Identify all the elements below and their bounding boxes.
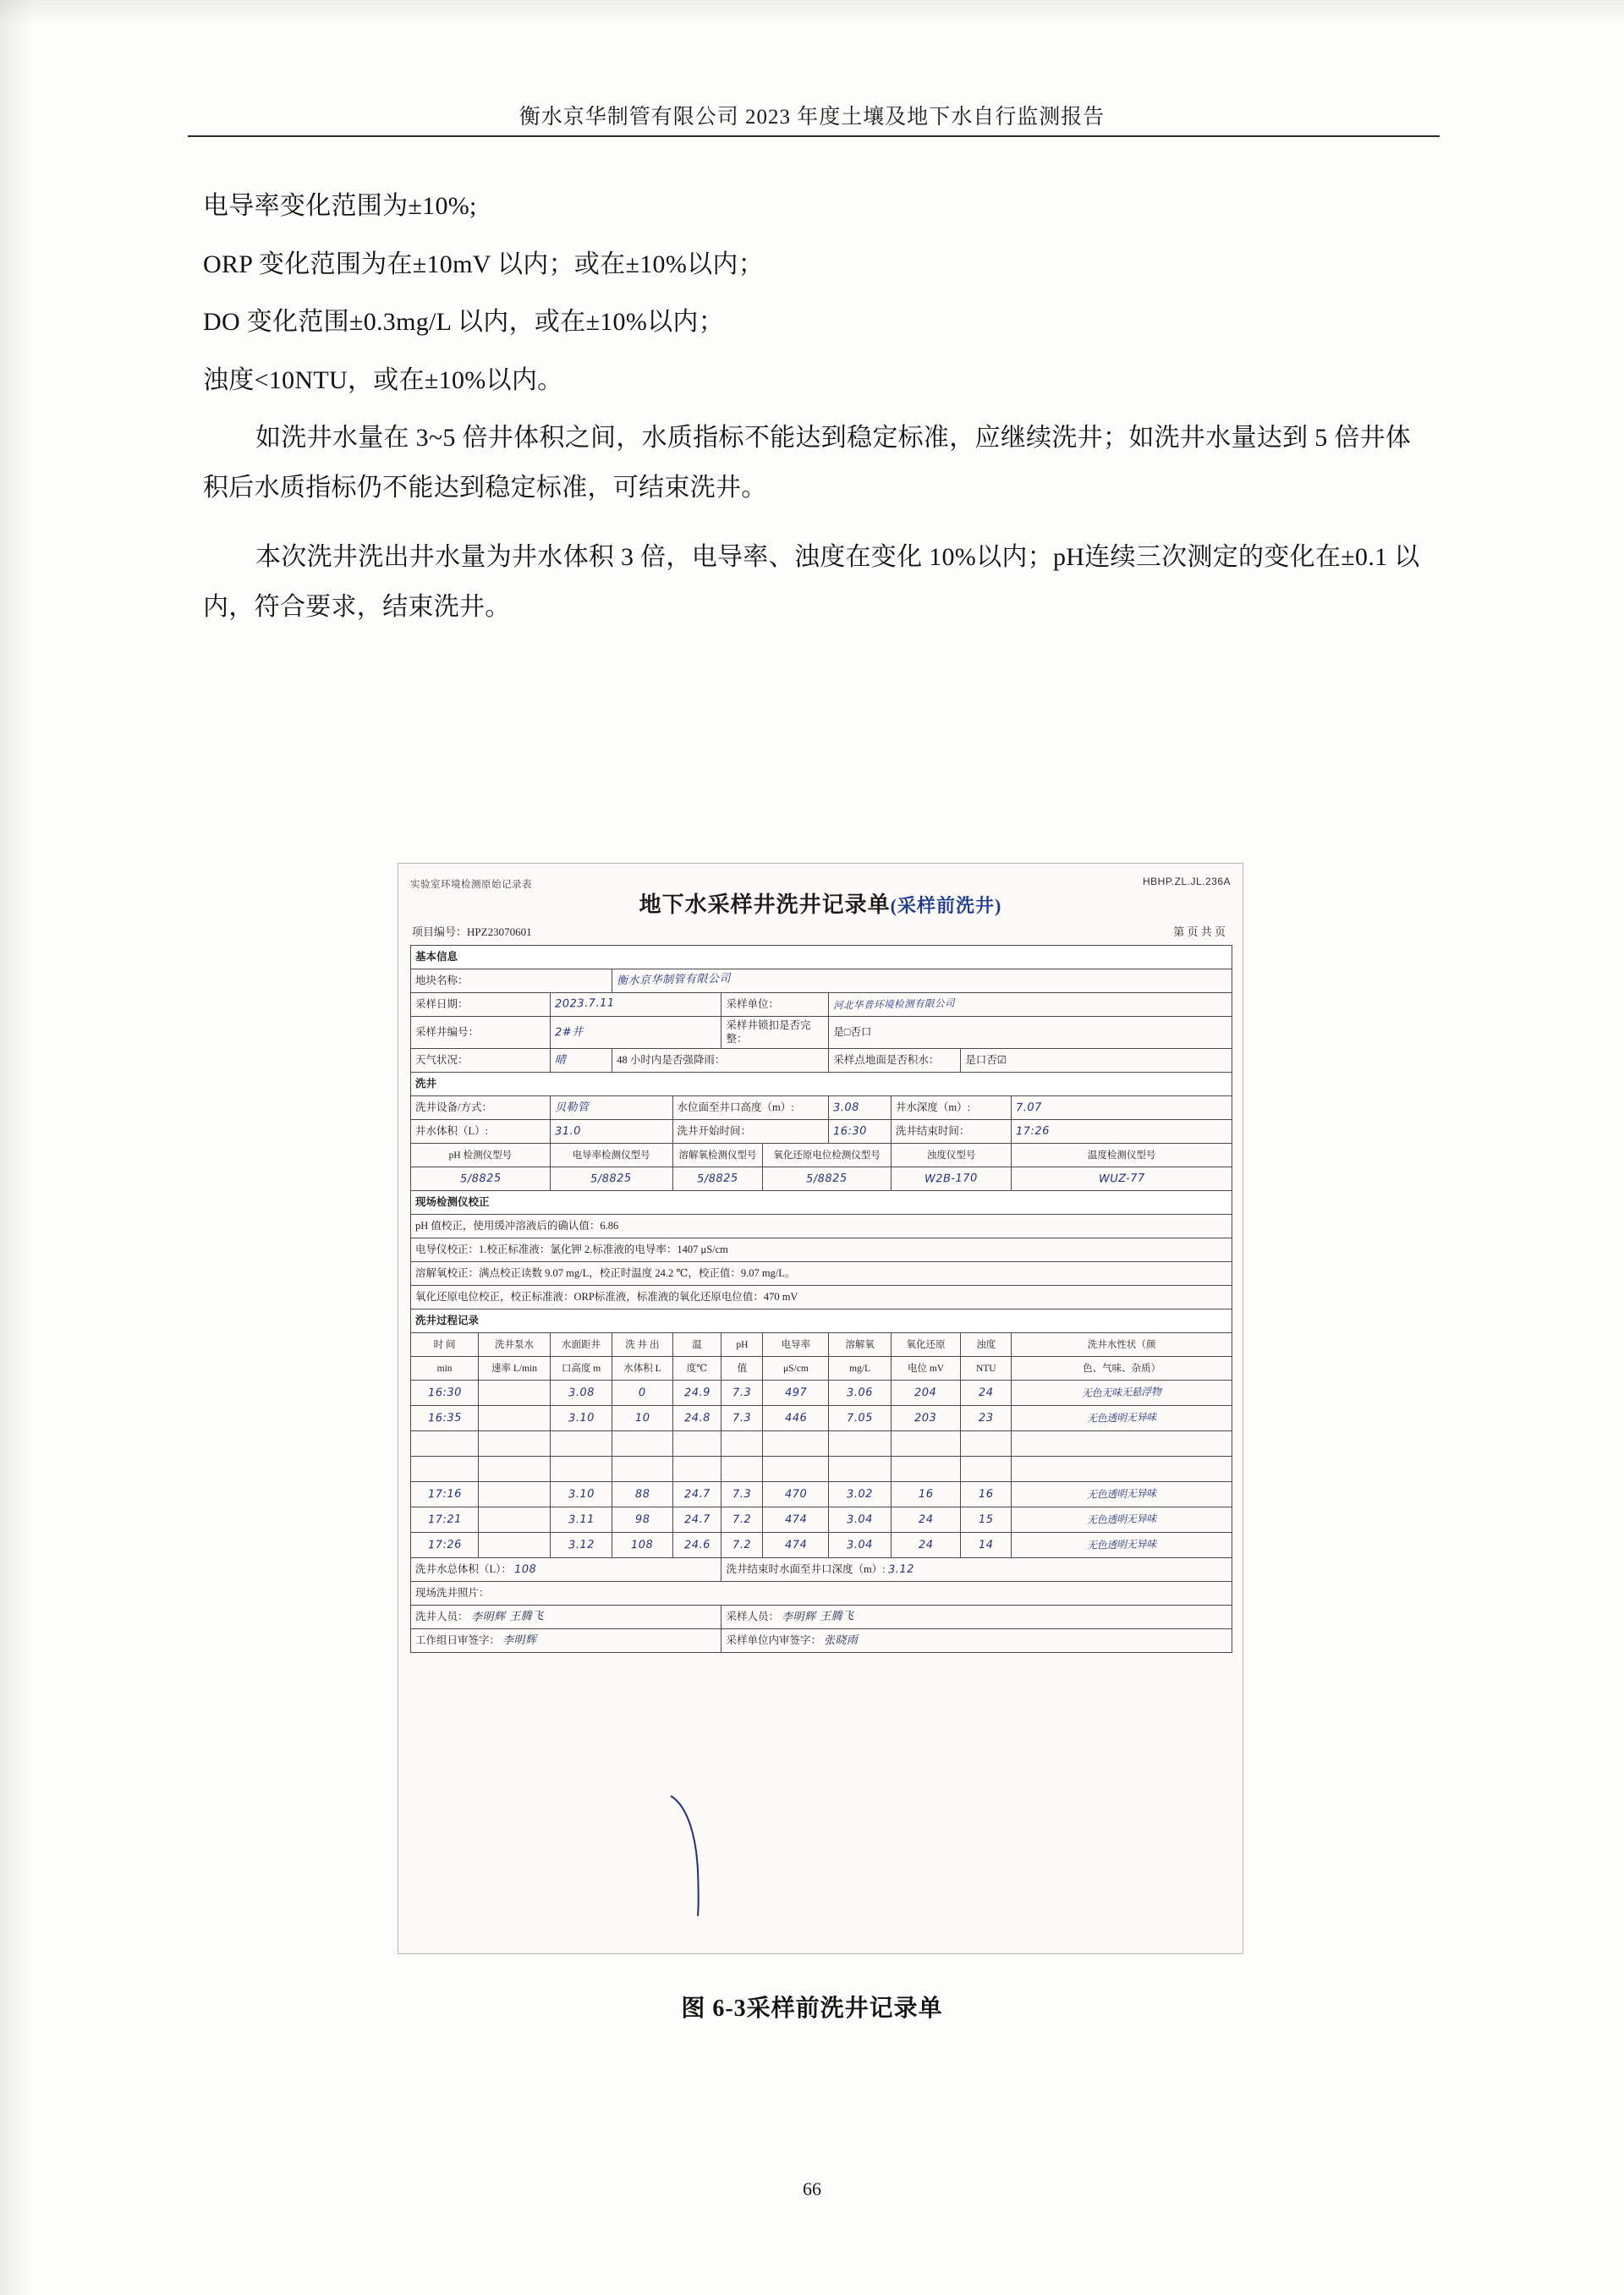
table-row-equipment — [411, 1096, 1232, 1120]
process-cell-orp: 204 — [891, 1381, 960, 1406]
process-cell-cond — [763, 1457, 829, 1482]
unit-sign-label: 采样单位内审签字： — [726, 1633, 821, 1646]
process-header-turbidity: 浊度 — [961, 1333, 1012, 1357]
table-row — [411, 1457, 1232, 1482]
group-sign-label: 工作组日审签字： — [415, 1633, 501, 1646]
start-time-value: 16:30 — [829, 1120, 891, 1144]
start-time-label: 洗井开始时间： — [672, 1120, 829, 1144]
sample-date-value: 2023.7.11 — [550, 993, 721, 1017]
record-form-table — [410, 945, 1232, 1653]
paragraph-5: 如洗井水量在 3~5 倍井体积之间，水质指标不能达到稳定标准，应继续洗井；如洗井水量达到 5 倍井体积后水质指标仍不能达到稳定标准，可结束洗井。 — [203, 424, 1412, 502]
figure-caption: 图 6-3采样前洗井记录单 — [681, 1996, 943, 2022]
process-cell-temp — [672, 1431, 721, 1457]
sheet-page-label: 第 页 共 页 — [1173, 925, 1226, 938]
process-cell-orp: 24 — [891, 1533, 960, 1558]
process-unit-depth: 口高度 m — [550, 1357, 612, 1381]
sheet-title-text: 地下水采样井洗井记录单 — [639, 892, 891, 917]
weather-value: 晴 — [550, 1049, 612, 1073]
process-cell-turbidity: 16 — [961, 1482, 1012, 1507]
group-sign-cell — [411, 1629, 721, 1653]
process-unit-appearance: 色、气味、杂质） — [1012, 1357, 1232, 1381]
section-process-record: 洗井过程记录 — [411, 1309, 1232, 1333]
table-row-section-washing — [411, 1073, 1232, 1096]
process-cell-temp: 24.8 — [672, 1406, 721, 1431]
process-header-ph: pH — [721, 1333, 763, 1357]
process-cell-ph: 7.3 — [721, 1482, 763, 1507]
header-divider — [188, 135, 1440, 137]
conductivity-calibration: 电导仪校正：1.校正标准液：氯化钾 2.标准液的电导率：1407 μS/cm — [411, 1238, 1232, 1262]
process-cell-orp — [891, 1457, 960, 1482]
instr-header-turbidity: 浊度仪型号 — [891, 1144, 1012, 1167]
process-cell-time: 17:26 — [411, 1533, 479, 1558]
total-volume-cell — [411, 1558, 721, 1582]
ponding-label: 采样点地面是否积水： — [829, 1049, 961, 1073]
sheet-origin-label: 实验室环境检测原始记录表 — [410, 880, 532, 890]
well-depth-value: 7.07 — [1012, 1096, 1232, 1120]
paragraph-4: 浊度<10NTU，或在±10%以内。 — [203, 365, 563, 394]
total-volume-label: 洗井水总体积（L）： — [415, 1562, 512, 1575]
process-cell-appearance: 无色透明无异味 — [1012, 1482, 1232, 1507]
process-cell-ph: 7.3 — [721, 1381, 763, 1406]
process-unit-turbidity: NTU — [961, 1357, 1012, 1381]
process-unit-volume: 水体积 L — [612, 1357, 672, 1381]
well-no-label: 采样井编号： — [411, 1017, 551, 1049]
process-header-temp: 温 — [672, 1333, 721, 1357]
process-cell-do: 3.04 — [829, 1507, 891, 1533]
process-cell-volume — [612, 1457, 672, 1482]
orp-calibration: 氧化还原电位校正，校正标准液：ORP标准液，标准液的氧化还原电位值：470 mV — [411, 1286, 1232, 1309]
instr-header-do: 溶解氧检测仪型号 — [672, 1144, 763, 1167]
process-header-depth: 水面距井 — [550, 1333, 612, 1357]
process-cell-rate — [479, 1381, 551, 1406]
paragraph-1: 电导率变化范围为±10%; — [203, 192, 477, 220]
project-no-label: 项目编号： — [412, 925, 468, 938]
well-volume-value: 31.0 — [550, 1120, 672, 1144]
process-cell-turbidity — [961, 1431, 1012, 1457]
process-cell-cond: 474 — [763, 1507, 829, 1533]
process-cell-volume — [612, 1431, 672, 1457]
sample-date-label: 采样日期： — [411, 993, 551, 1017]
process-cell-appearance: 无色透明无异味 — [1012, 1533, 1232, 1558]
table-row-ph-calib — [411, 1215, 1232, 1238]
sheet-title — [398, 887, 1243, 919]
table-row-do-calib — [411, 1262, 1232, 1286]
process-cell-temp: 24.9 — [672, 1381, 721, 1406]
paragraph-6: 本次洗井洗出井水量为井水体积 3 倍，电导率、浊度在变化 10%以内；pH连续三次测定的变化在±0.1 以内，符合要求，结束洗井。 — [203, 543, 1420, 621]
instr-value-cond: 5/8825 — [550, 1167, 672, 1191]
ponding-value: 是口否☑ — [961, 1049, 1232, 1073]
process-cell-rate — [479, 1533, 551, 1558]
site-name-value: 衡水京华制管有限公司 — [612, 969, 1232, 993]
process-cell-cond: 446 — [763, 1406, 829, 1431]
group-sign-value: 李明辉 — [502, 1633, 537, 1648]
table-row — [411, 1533, 1232, 1558]
process-header-volume: 洗 井 出 — [612, 1333, 672, 1357]
process-cell-time — [411, 1457, 479, 1482]
handwritten-curve-mark — [666, 1793, 716, 1919]
process-cell-ph: 7.2 — [721, 1507, 763, 1533]
table-row-well-no — [411, 1017, 1232, 1049]
end-depth-cell — [721, 1558, 1232, 1582]
sampler-label: 采样人员： — [726, 1610, 779, 1622]
process-cell-time: 17:16 — [411, 1482, 479, 1507]
process-cell-depth — [550, 1457, 612, 1482]
process-cell-temp: 24.6 — [672, 1533, 721, 1558]
end-time-value: 17:26 — [1012, 1120, 1232, 1144]
process-cell-volume: 88 — [612, 1482, 672, 1507]
table-row-cond-calib — [411, 1238, 1232, 1262]
instr-value-turbidity: W2B-170 — [891, 1167, 1012, 1191]
process-cell-appearance: 无色透明无异味 — [1012, 1406, 1232, 1431]
water-level-value: 3.08 — [829, 1096, 891, 1120]
process-cell-time: 16:35 — [411, 1406, 479, 1431]
process-cell-depth: 3.10 — [550, 1406, 612, 1431]
table-row — [411, 1406, 1232, 1431]
process-cell-volume: 0 — [612, 1381, 672, 1406]
process-cell-cond — [763, 1431, 829, 1457]
unit-sign-value: 张晓雨 — [823, 1633, 859, 1648]
instr-header-orp: 氧化还原电位检测仪型号 — [763, 1144, 891, 1167]
process-cell-rate — [479, 1406, 551, 1431]
process-cell-appearance — [1012, 1457, 1232, 1482]
process-cell-turbidity: 24 — [961, 1381, 1012, 1406]
paragraph-3: DO 变化范围±0.3mg/L 以内，或在±10%以内； — [203, 308, 725, 336]
table-row — [411, 1482, 1232, 1507]
table-row-process-subheaders — [411, 1357, 1232, 1381]
process-cell-depth: 3.10 — [550, 1482, 612, 1507]
table-row-volume-time — [411, 1120, 1232, 1144]
process-unit-rate: 速率 L/min — [479, 1357, 551, 1381]
process-unit-do: mg/L — [829, 1357, 891, 1381]
equip-value: 贝勒管 — [550, 1096, 672, 1120]
process-cell-depth: 3.11 — [550, 1507, 612, 1533]
well-depth-label: 井水深度（m）: — [891, 1096, 1012, 1120]
unit-sign-cell — [721, 1629, 1232, 1653]
table-row-section-process — [411, 1309, 1232, 1333]
page-edge-shadow — [0, 0, 34, 2295]
page-top-shadow — [0, 0, 1624, 25]
process-header-rate: 洗井泵水 — [479, 1333, 551, 1357]
process-cell-cond: 470 — [763, 1482, 829, 1507]
process-cell-depth: 3.12 — [550, 1533, 612, 1558]
sheet-code: HBHP.ZL.JL.236A — [1143, 876, 1231, 887]
rain-label: 48 小时内是否强降雨： — [612, 1049, 829, 1073]
photo-label: 现场洗井照片： — [411, 1582, 1232, 1606]
process-cell-time: 17:21 — [411, 1507, 479, 1533]
page-number: 66 — [803, 2178, 821, 2199]
table-row-signatures-2 — [411, 1629, 1232, 1653]
instr-header-cond: 电导率检测仪型号 — [550, 1144, 672, 1167]
table-row — [411, 1507, 1232, 1533]
washer-value: 李明辉 王腾飞 — [470, 1609, 544, 1624]
equip-label: 洗井设备/方式： — [411, 1096, 551, 1120]
table-row-site-name — [411, 969, 1232, 993]
process-cell-do — [829, 1457, 891, 1482]
paragraph-2: ORP 变化范围为在±10mV 以内；或在±10%以内； — [203, 250, 765, 278]
process-unit-temp: 度℃ — [672, 1357, 721, 1381]
sample-unit-label: 采样单位： — [721, 993, 829, 1017]
process-cell-volume: 10 — [612, 1406, 672, 1431]
process-header-orp: 氧化还原 — [891, 1333, 960, 1357]
washer-cell — [411, 1606, 721, 1629]
process-cell-rate — [479, 1431, 551, 1457]
table-row-signatures-1 — [411, 1606, 1232, 1629]
sampler-cell — [721, 1606, 1232, 1629]
process-unit-cond: μS/cm — [763, 1357, 829, 1381]
scanned-record-sheet — [398, 863, 1243, 1954]
process-cell-turbidity — [961, 1457, 1012, 1482]
project-no-value: HPZ23070601 — [467, 925, 532, 938]
instr-value-ph: 5/8825 — [411, 1167, 551, 1191]
scanned-form-figure — [127, 846, 1497, 1971]
page-header-title: 衡水京华制管有限公司 2023 年度土壤及地下水自行监测报告 — [518, 106, 1106, 129]
table-row — [411, 1381, 1232, 1406]
process-header-appearance: 洗井水性状（颜 — [1012, 1333, 1232, 1357]
process-cell-depth — [550, 1431, 612, 1457]
process-unit-ph: 值 — [721, 1357, 763, 1381]
do-calibration: 溶解氧校正：满点校正读数 9.07 mg/L，校正时温度 24.2 ℃，校正值：9.07 mg/L。 — [411, 1262, 1232, 1286]
instr-value-temp: WUZ-77 — [1012, 1167, 1232, 1191]
total-volume-value: 108 — [513, 1562, 537, 1576]
sample-unit-value: 河北华普环境检测有限公司 — [829, 993, 1232, 1017]
section-basic-info: 基本信息 — [411, 946, 1232, 969]
sampler-value: 李明辉 王腾飞 — [781, 1609, 854, 1624]
table-row-orp-calib — [411, 1286, 1232, 1309]
process-cell-temp — [672, 1457, 721, 1482]
process-cell-do: 3.02 — [829, 1482, 891, 1507]
process-cell-time — [411, 1431, 479, 1457]
process-cell-rate — [479, 1507, 551, 1533]
end-depth-value: 3.12 — [887, 1562, 914, 1576]
process-header-do: 溶解氧 — [829, 1333, 891, 1357]
well-lock-label: 采样井锁扣是否完整： — [721, 1017, 829, 1049]
process-cell-ph: 7.2 — [721, 1533, 763, 1558]
process-cell-rate — [479, 1457, 551, 1482]
project-no-line — [412, 923, 532, 939]
process-header-cond: 电导率 — [763, 1333, 829, 1357]
process-cell-do: 7.05 — [829, 1406, 891, 1431]
process-cell-ph — [721, 1431, 763, 1457]
process-cell-turbidity: 14 — [961, 1533, 1012, 1558]
instr-value-do: 5/8825 — [672, 1167, 763, 1191]
section-washing: 洗井 — [411, 1073, 1232, 1096]
weather-label: 天气状况： — [411, 1049, 551, 1073]
process-unit-time: min — [411, 1357, 479, 1381]
process-cell-appearance — [1012, 1431, 1232, 1457]
process-cell-turbidity: 23 — [961, 1406, 1012, 1431]
well-no-value: 2#井 — [550, 1017, 721, 1049]
instr-header-temp: 温度检测仪型号 — [1012, 1144, 1232, 1167]
process-cell-appearance: 无色无味无悬浮物 — [1012, 1381, 1232, 1406]
process-cell-do: 3.04 — [829, 1533, 891, 1558]
instr-header-ph: pH 检测仪型号 — [411, 1144, 551, 1167]
ph-calibration: pH 值校正，使用缓冲溶液后的确认值：6.86 — [411, 1215, 1232, 1238]
process-cell-temp: 24.7 — [672, 1482, 721, 1507]
well-volume-label: 井水体积（L）: — [411, 1120, 551, 1144]
process-cell-time: 16:30 — [411, 1381, 479, 1406]
table-row-section-basic — [411, 946, 1232, 969]
process-cell-cond: 474 — [763, 1533, 829, 1558]
process-cell-ph: 7.3 — [721, 1406, 763, 1431]
body-content — [203, 182, 1429, 652]
process-cell-temp: 24.7 — [672, 1507, 721, 1533]
process-cell-volume: 108 — [612, 1533, 672, 1558]
table-row-weather — [411, 1049, 1232, 1073]
end-depth-label: 洗井结束时水面至井口深度（m）: — [726, 1562, 886, 1575]
table-row-sample-date — [411, 993, 1232, 1017]
process-cell-turbidity: 15 — [961, 1507, 1012, 1533]
washer-label: 洗井人员： — [415, 1610, 469, 1622]
process-cell-volume: 98 — [612, 1507, 672, 1533]
process-cell-do — [829, 1431, 891, 1457]
table-row-section-calibration — [411, 1191, 1232, 1215]
section-field-calibration: 现场检测仪校正 — [411, 1191, 1232, 1215]
table-row-process-headers — [411, 1333, 1232, 1357]
table-row-instrument-values — [411, 1167, 1232, 1191]
table-row — [411, 1431, 1232, 1457]
table-row-total-volume — [411, 1558, 1232, 1582]
process-cell-orp: 16 — [891, 1482, 960, 1507]
process-cell-do: 3.06 — [829, 1381, 891, 1406]
table-row-instrument-headers — [411, 1144, 1232, 1167]
process-cell-depth: 3.08 — [550, 1381, 612, 1406]
instr-value-orp: 5/8825 — [763, 1167, 891, 1191]
process-header-time: 时 间 — [411, 1333, 479, 1357]
process-cell-orp — [891, 1431, 960, 1457]
well-lock-value: 是□否口 — [829, 1017, 1232, 1049]
sheet-title-handwritten: (采样前洗井) — [890, 895, 1002, 916]
process-cell-cond: 497 — [763, 1381, 829, 1406]
process-cell-ph — [721, 1457, 763, 1482]
process-cell-rate — [479, 1482, 551, 1507]
end-time-label: 洗井结束时间： — [891, 1120, 1012, 1144]
water-level-label: 水位面至井口高度（m）: — [672, 1096, 829, 1120]
process-unit-orp: 电位 mV — [891, 1357, 960, 1381]
site-name-label: 地块名称： — [411, 969, 612, 993]
process-cell-orp: 24 — [891, 1507, 960, 1533]
process-cell-orp: 203 — [891, 1406, 960, 1431]
table-row-photo — [411, 1582, 1232, 1606]
process-cell-appearance: 无色透明无异味 — [1012, 1507, 1232, 1533]
